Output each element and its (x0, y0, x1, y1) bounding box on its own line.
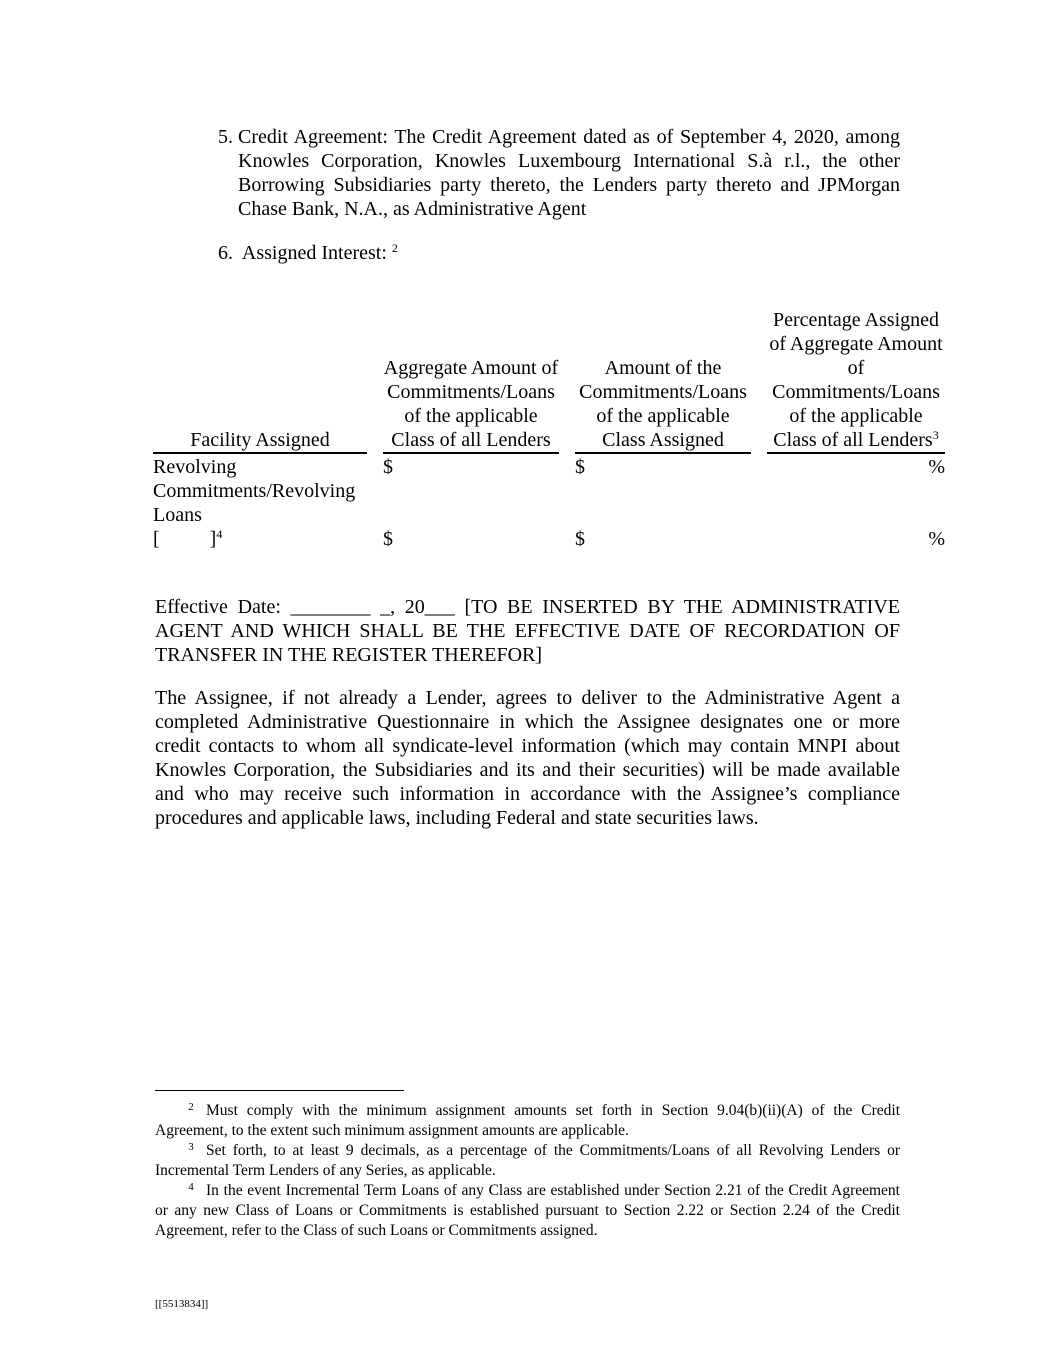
table-row (153, 455, 945, 527)
cell-percentage: % (928, 456, 945, 478)
cell-facility: Revolving Commitments/Revolving Loans (153, 456, 356, 526)
header-facility: Facility Assigned (153, 428, 367, 454)
footnote-4: 4 In the event Incremental Term Loans of any Class are established under Section 2.21 of the Credit Agreement or any new Class of Loans or Commitments is established pursuant to Section 2.22 or Section 2.24 of the Credit Agreement, refer to the Class of such Loans or Commitments assigned. (155, 1181, 900, 1239)
assignee-paragraph: The Assignee, if not already a Lender, agrees to deliver to the Administrative Agent a completed Administrative Questionnaire in which the Assignee designates one or more credit contacts to whom all syndicate-level information (which may contain MNPI about Knowles Corporation, the Subsidiaries and its and their securities) will be made available and who may receive such information in accordance with the Assignee’s compliance procedures and applicable laws, including Federal and state securities laws. (155, 687, 900, 829)
footnote-ref: 2 (391, 241, 398, 255)
cell-amount: $ (575, 456, 585, 478)
footnote-divider (155, 1090, 404, 1091)
cell-percentage: % (928, 528, 945, 550)
cell-amount: $ (575, 528, 585, 550)
item-6-assigned-interest (218, 241, 398, 265)
item-5-credit-agreement (218, 125, 900, 221)
item-text: Assigned Interest: (241, 242, 387, 264)
header-amount: Amount of the Commitments/Loans of the applicable Class Assigned (575, 356, 751, 454)
cell-aggregate: $ (383, 456, 393, 478)
item-text: Credit Agreement: The Credit Agreement dated as of September 4, 2020, among Knowles Corporation, Knowles Luxembourg International S.à r.l., the other Borrowing Subsidiaries party thereto, the Lenders party thereto and JPMorgan Chase Bank, N.A., as Administrative Agent (238, 126, 900, 220)
item-number: 6. (218, 242, 233, 264)
table-header-row (153, 308, 945, 455)
item-number: 5. (218, 126, 233, 148)
footnote-2: 2 Must comply with the minimum assignment amounts set forth in Section 9.04(b)(ii)(A) of the Credit Agreement, to the extent such minimum assignment amounts are applicable. (155, 1101, 900, 1139)
assigned-interest-table (153, 308, 945, 551)
table-row (153, 527, 945, 551)
cell-facility: [ ]$^4$ (153, 527, 223, 550)
header-percentage: Percentage Assigned of Aggregate Amount of Commitments/Loans of the applicable Class of all Lenders$^3$ (767, 308, 945, 454)
footnote-3: 3 Set forth, to at least 9 decimals, as a percentage of the Commitments/Loans of all Revolving Lenders or Incremental Term Lenders of any Series, as applicable. (155, 1141, 900, 1179)
cell-aggregate: $ (383, 528, 393, 550)
document-id: [[5513834]] (155, 1298, 209, 1310)
header-aggregate: Aggregate Amount of Commitments/Loans of the applicable Class of all Lenders (383, 356, 559, 454)
effective-date: Effective Date: ________ _, 20___ [TO BE INSERTED BY THE ADMINISTRATIVE AGENT AND WHICH SHALL BE THE EFFECTIVE DATE OF RECORDATION OF TRANSFER IN THE REGISTER THEREFOR] (155, 596, 900, 666)
